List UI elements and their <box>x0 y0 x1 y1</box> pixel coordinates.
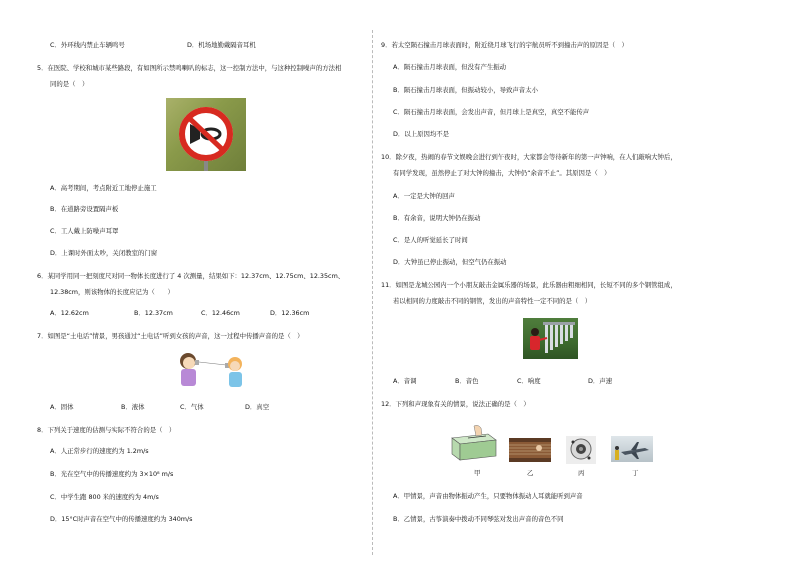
q11-stem-line1: 11．如图是龙城公园内一个小朋友敲击金属乐器的场景，此乐器由粗细相同，长短不同的多个钢管组成， <box>381 281 677 289</box>
guzheng-icon <box>509 438 551 462</box>
q5-option-a: A．高考期间，考点附近工地停止施工 <box>50 184 157 192</box>
q11-option-a: A．音调 <box>393 377 417 385</box>
speaker-icon <box>566 436 596 464</box>
q7-option-a: A．固体 <box>50 403 74 411</box>
q8-option-a: A．人正常步行的速度约为 1.2m/s <box>50 447 149 455</box>
q9-option-d: D．以上原因均不是 <box>393 130 450 138</box>
figure-yi-image <box>509 438 551 462</box>
q10-option-d: D．大钟虽已停止振动，但空气仍在振动 <box>393 258 507 266</box>
figure-label-ding: 丁 <box>632 469 639 477</box>
figure-label-jia: 甲 <box>474 469 481 477</box>
no-honking-sign-icon <box>166 98 246 171</box>
metal-chimes-icon <box>523 318 578 359</box>
no-honking-sign-image <box>166 98 246 171</box>
figure-label-bing: 丙 <box>578 469 585 477</box>
q5-stem-line1: 5．在医院、学校和城市某些路段，有如图所示禁鸣喇叭的标志，这一控制方法中，与这种控制噪声的方法相 <box>37 64 342 72</box>
q10-option-c: C．是人的听觉延长了时间 <box>393 236 468 244</box>
column-divider <box>372 30 373 555</box>
q9-option-a: A．陨石撞击月球表面，但没有产生振动 <box>393 63 507 71</box>
figure-label-yi: 乙 <box>527 469 534 477</box>
q9-option-c: C．陨石撞击月球表面，会发出声音，但月球上是真空，真空不能传声 <box>393 108 590 116</box>
q6-option-c: C．12.46cm <box>201 309 240 317</box>
q8-stem: 8．下列关于速度的估测与实际不符合的是（ ） <box>37 426 176 434</box>
tin-can-telephone-icon <box>176 349 246 389</box>
fighter-jet-icon <box>611 436 653 462</box>
q8-option-b: B．光在空气中的传播速度约为 3×10⁸ m/s <box>50 470 174 478</box>
q8-option-d: D．15°C时声音在空气中的传播速度约为 340m/s <box>50 515 193 523</box>
figure-jia-image <box>448 424 500 462</box>
q11-option-d: D．声速 <box>588 377 613 385</box>
q9-stem: 9．若太空陨石撞击月球表面时，附近绕月球飞行的宇航员听不到撞击声的原因是（ ） <box>381 41 628 49</box>
q6-option-a: A．12.62cm <box>50 309 89 317</box>
q7-option-c: C．气体 <box>180 403 204 411</box>
q11-option-c: C．响度 <box>517 377 541 385</box>
figure-bing-image <box>566 436 596 464</box>
q8-option-c: C．中学生跑 800 米的速度约为 4m/s <box>50 493 159 501</box>
q12-option-a: A．甲情景，声音由物体振动产生，只要物体振动人耳就能听到声音 <box>393 492 583 500</box>
q6-option-d: D．12.36cm <box>270 309 310 317</box>
metal-chimes-photo <box>523 318 578 359</box>
q5-stem-line2: 同的是（ ） <box>50 80 89 88</box>
q6-stem-line2: 12.38cm，则该物体的长度应记为（ ） <box>50 288 174 296</box>
q9-option-b: B．陨石撞击月球表面，但振动较小，导致声音太小 <box>393 86 538 94</box>
q6-stem-line1: 6．某同学用同一把刻度尺对同一物体长度进行了 4 次测量，结果如下：12.37cm、12.75cm、12.35cm、 <box>37 272 345 280</box>
q5-option-d: D．上课时外面太吵，关闭教室的门窗 <box>50 249 158 257</box>
q4-option-c: C．外环线内禁止车辆鸣号 <box>50 41 125 49</box>
q12-option-b: B．乙情景，古筝演奏中拨动不同琴弦对发出声音的音色不同 <box>393 515 564 523</box>
q5-option-c: C．工人戴上防噪声耳罩 <box>50 227 119 235</box>
q10-stem-line1: 10．除夕夜，热闹的春节文娱晚会进行到午夜时，大家都会等待新年的第一声钟响，在人们敲响大钟后， <box>381 153 677 161</box>
figure-ding-image <box>611 436 653 462</box>
q5-option-b: B．在道路旁设置隔声板 <box>50 205 119 213</box>
q7-option-b: B．液体 <box>121 403 145 411</box>
tin-can-telephone-image <box>176 349 246 389</box>
q10-option-a: A．一定是大钟的回声 <box>393 192 455 200</box>
q7-option-d: D．真空 <box>245 403 270 411</box>
q12-stem: 12．下列和声现象有关的情景，说法正确的是（ ） <box>381 400 530 408</box>
q10-stem-line2: 有同学发现，虽然停止了对大钟的撞击，大钟仍“余音不止”。其原因是（ ） <box>393 169 611 177</box>
drum-box-icon <box>448 424 500 462</box>
q7-stem: 7．如图是“土电话”情景，男孩通过“土电话”听到女孩的声音，这一过程中传播声音的是（ ） <box>37 332 304 340</box>
q10-option-b: B．有余音，说明大钟仍在振动 <box>393 214 481 222</box>
q6-option-b: B．12.37cm <box>134 309 173 317</box>
q4-option-d: D．机场地勤戴隔音耳机 <box>187 41 256 49</box>
q11-stem-line2: 若以相同的力度敲击不同的钢管，发出的声音特性一定不同的是（ ） <box>393 297 592 305</box>
q11-option-b: B．音色 <box>455 377 479 385</box>
